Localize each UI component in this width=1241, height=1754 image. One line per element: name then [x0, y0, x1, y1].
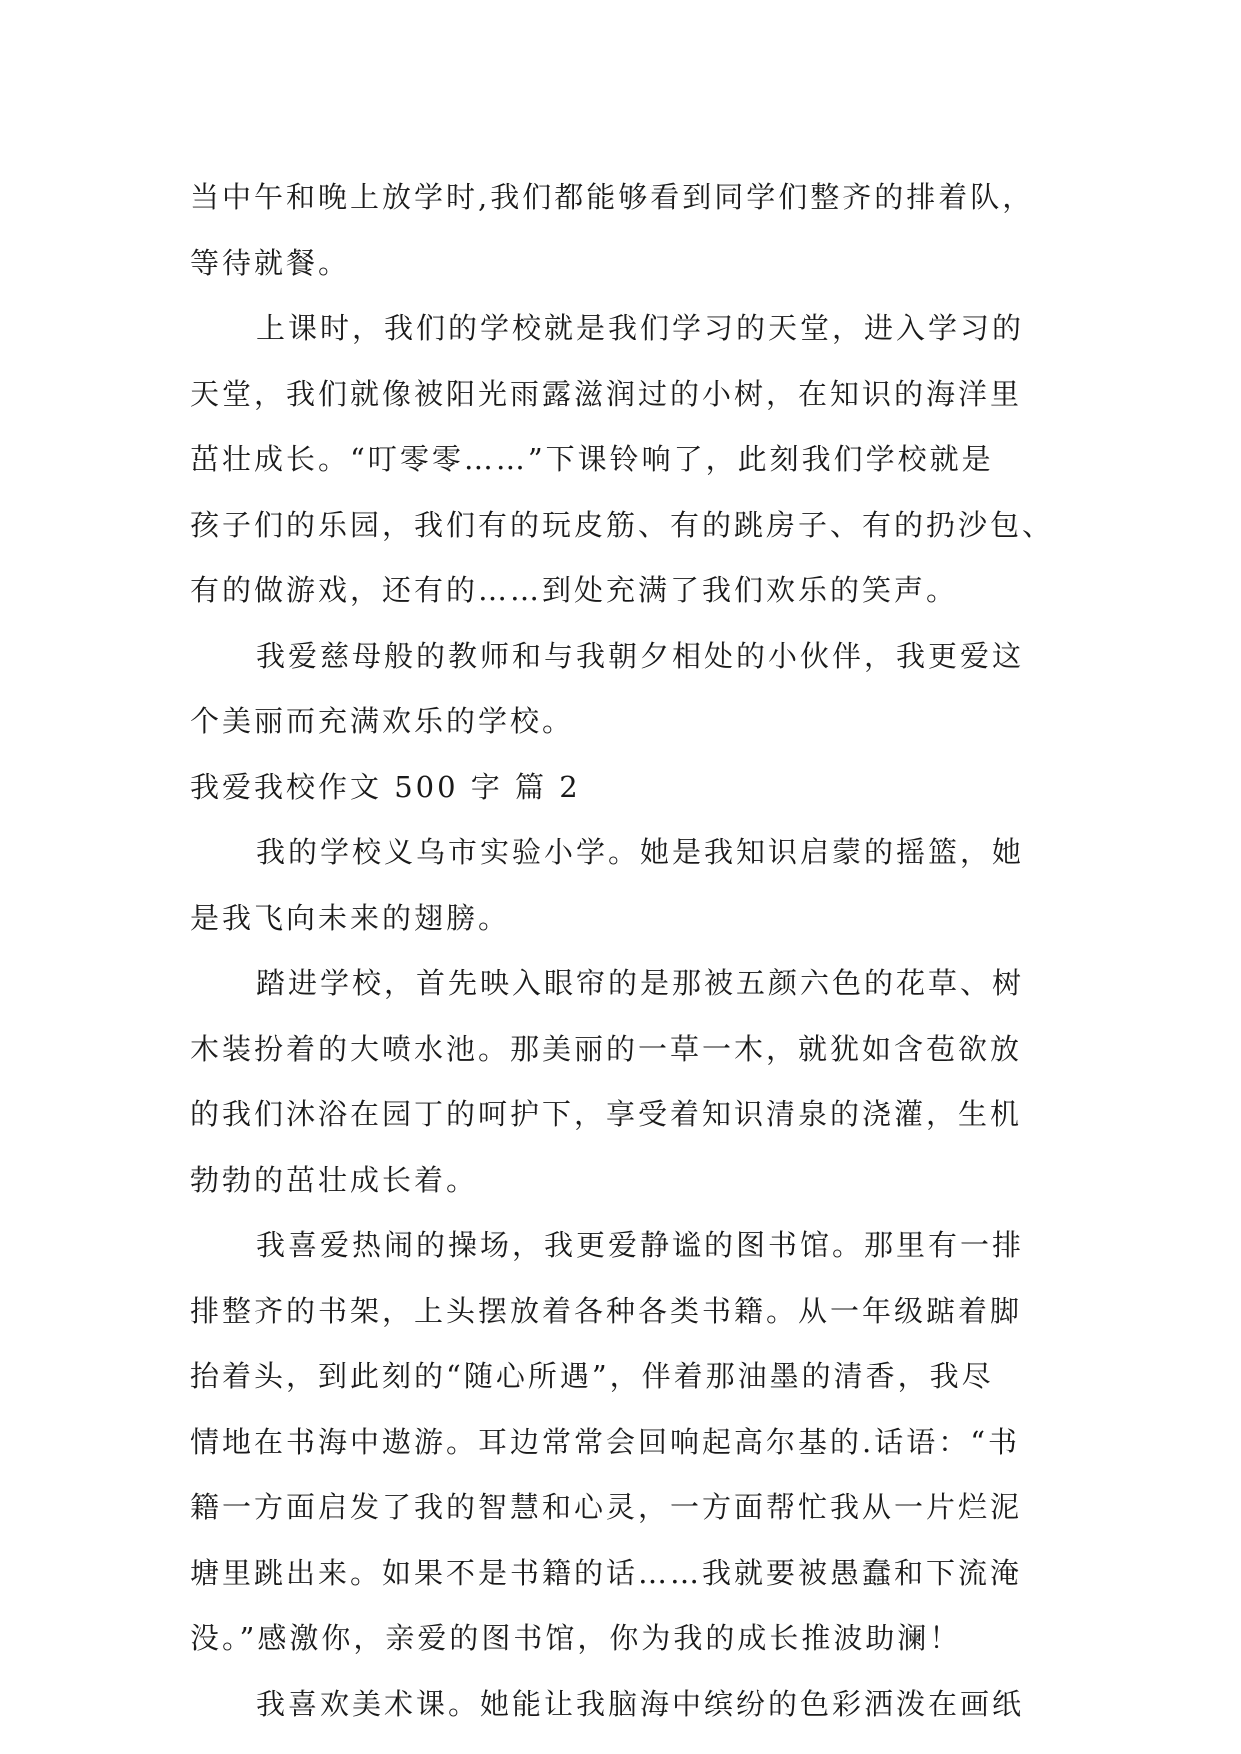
text-line: 勃勃的茁壮成长着。: [190, 1162, 479, 1197]
text-line: 塘里跳出来。如果不是书籍的话……我就要被愚蠢和下流淹: [190, 1555, 1023, 1590]
paragraph-start-line: 上课时，我们的学校就是我们学习的天堂，进入学习的: [256, 311, 1025, 345]
paragraph-start-line: 我的学校义乌市实验小学。她是我知识启蒙的摇篮，她: [256, 835, 1025, 869]
text-line: 抬着头，到此刻的“随心所遇”，伴着那油墨的清香，我尽: [190, 1359, 994, 1393]
text-line: 当中午和晚上放学时,我们都能够看到同学们整齐的排着队，: [190, 180, 1035, 214]
text-line: 没。”感激你，亲爱的图书馆，你为我的成长推波助澜！: [190, 1621, 962, 1655]
essay-body: [190, 165, 1090, 1737]
paragraph-start-line: 踏进学校，首先映入眼帘的是那被五颜六色的花草、树: [256, 966, 1025, 1000]
paragraph-start-line: 我喜爱热闹的操场，我更爱静谧的图书馆。那里有一排: [256, 1228, 1025, 1262]
text-line: 孩子们的乐园，我们有的玩皮筋、有的跳房子、有的扔沙包、: [190, 507, 1055, 542]
text-line: 情地在书海中遨游。耳边常常会回响起高尔基的.话语：“书: [190, 1424, 1021, 1459]
text-line: 等待就餐。: [190, 245, 351, 280]
paragraph-start-line: 我喜欢美术课。她能让我脑海中缤纷的色彩洒泼在画纸: [256, 1686, 1025, 1721]
paragraph-start-line: 我爱慈母般的教师和与我朝夕相处的小伙伴，我更爱这: [256, 638, 1025, 673]
text-line: 排整齐的书架，上头摆放着各种各类书籍。从一年级踮着脚: [190, 1293, 1023, 1328]
text-line: 的我们沐浴在园丁的呵护下，享受着知识清泉的浇灌，生机: [190, 1097, 1023, 1131]
text-line: 籍一方面启发了我的智慧和心灵，一方面帮忙我从一片烂泥: [190, 1490, 1023, 1524]
section-heading: 我爱我校作文 500 字 篇 2: [190, 769, 581, 804]
text-line: 茁壮成长。“叮零零……”下课铃响了，此刻我们学校就是: [190, 442, 994, 476]
text-line: 木装扮着的大喷水池。那美丽的一草一木，就犹如含苞欲放: [190, 1031, 1023, 1066]
text-line: 有的做游戏，还有的……到处充满了我们欢乐的笑声。: [190, 573, 959, 607]
text-line: 是我飞向未来的翅膀。: [190, 900, 511, 935]
text-line: 天堂，我们就像被阳光雨露滋润过的小树，在知识的海洋里: [190, 376, 1023, 411]
text-line: 个美丽而充满欢乐的学校。: [190, 704, 575, 738]
